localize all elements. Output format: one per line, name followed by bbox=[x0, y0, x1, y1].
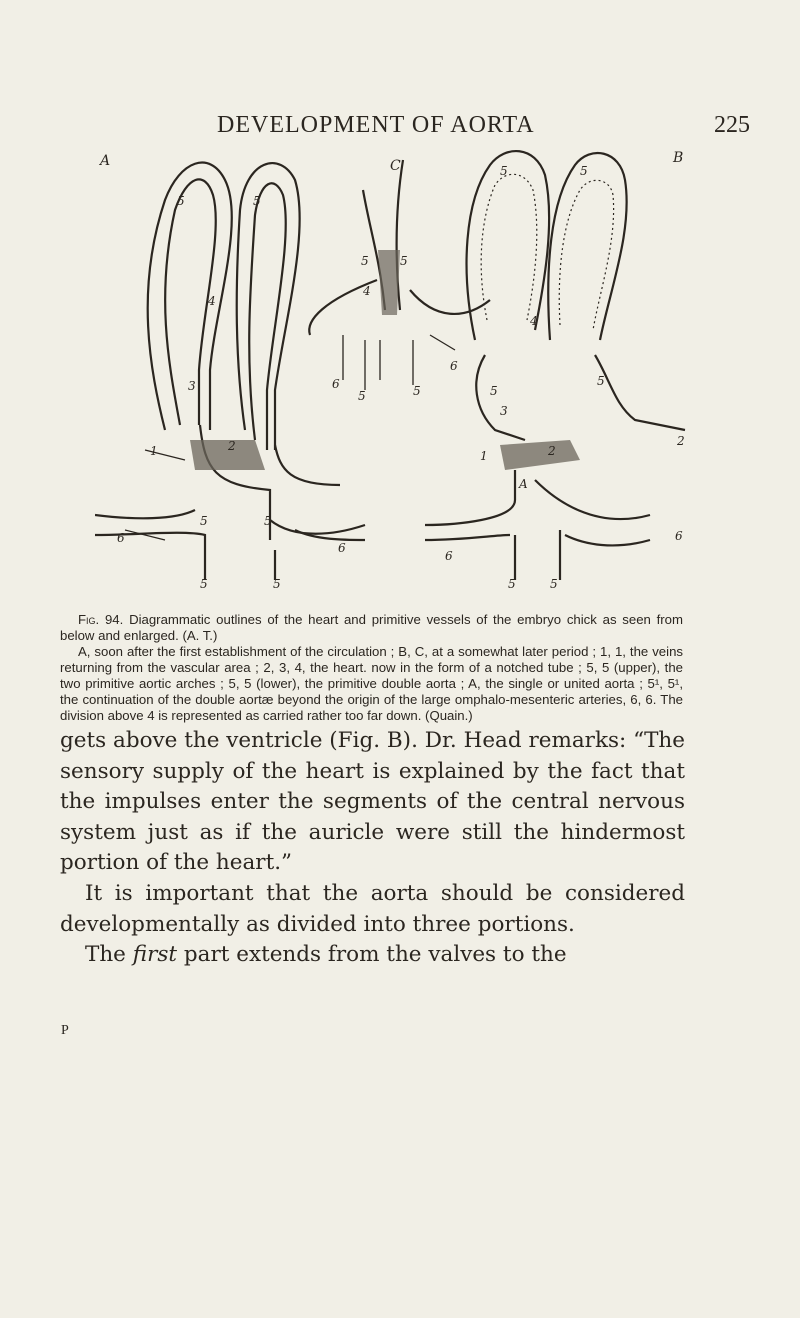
svg-text:3: 3 bbox=[500, 404, 508, 418]
panel-b bbox=[425, 150, 685, 591]
body-text bbox=[60, 726, 685, 971]
svg-text:2: 2 bbox=[548, 444, 556, 458]
page-number: 225 bbox=[714, 112, 750, 138]
svg-text:5: 5 bbox=[508, 577, 516, 591]
svg-text:5: 5 bbox=[400, 254, 408, 268]
svg-text:5: 5 bbox=[580, 164, 588, 178]
svg-text:5: 5 bbox=[490, 384, 498, 398]
svg-text:5: 5 bbox=[200, 577, 208, 591]
svg-text:A: A bbox=[100, 153, 111, 169]
svg-text:A: A bbox=[519, 477, 528, 491]
paragraph-3-emphasis: first bbox=[132, 942, 178, 968]
aorta-diagram-svg bbox=[95, 140, 705, 600]
svg-text:5: 5 bbox=[413, 384, 421, 398]
caption-legend: A, soon after the first establishment of the circulation ; B, C, at a somewhat later period ; 1, 1, the veins returning from the vascular area ; 2, 3, 4, the heart. now in the form of a notched tube ; 5, 5 (upper), the two primitive aortic arches ; 5, 5 (lower), the primitive double aorta ; A, the single or united aorta ; 5¹, 5¹, the continuation of the double aortæ beyond the origin of the large omphalo-mesenteric arteries, 6, 6. The division above 4 is represented as carried rather too far down. (Quain.) bbox=[60, 644, 683, 723]
svg-text:5: 5 bbox=[358, 389, 366, 403]
figure-caption bbox=[60, 612, 683, 724]
svg-text:5: 5 bbox=[177, 194, 185, 208]
svg-text:4: 4 bbox=[208, 294, 216, 308]
paragraph-3-start: The bbox=[85, 942, 133, 968]
paragraph-2: It is important that the aorta should be considered developmentally as divided into three portions. bbox=[60, 880, 685, 937]
svg-text:6: 6 bbox=[117, 531, 125, 545]
page-header bbox=[60, 104, 750, 144]
signature-mark: P bbox=[61, 1023, 69, 1038]
svg-text:5: 5 bbox=[361, 254, 369, 268]
paragraph-3-end: part extends from the valves to the bbox=[177, 942, 567, 968]
panel-c bbox=[309, 158, 490, 403]
svg-text:5: 5 bbox=[597, 374, 605, 388]
svg-text:4: 4 bbox=[363, 284, 371, 298]
svg-text:5: 5 bbox=[253, 194, 261, 208]
paragraph-1: gets above the ventricle (Fig. B). Dr. Head remarks: “The sensory supply of the heart is explained by the fact that the impulses enter the segments of the central nervous system just as if the auricle were still the hindermost portion of the heart.” bbox=[60, 728, 685, 876]
svg-text:4: 4 bbox=[530, 314, 538, 328]
running-title: DEVELOPMENT OF AORTA bbox=[217, 112, 535, 138]
figure-reference: Fig. 94. bbox=[78, 612, 124, 627]
svg-text:2: 2 bbox=[677, 434, 685, 448]
svg-text:2: 2 bbox=[228, 439, 236, 453]
svg-text:C: C bbox=[390, 158, 401, 174]
svg-text:6: 6 bbox=[450, 359, 458, 373]
svg-text:3: 3 bbox=[188, 379, 196, 393]
svg-text:5: 5 bbox=[264, 514, 272, 528]
caption-title: Diagrammatic outlines of the heart and primitive vessels of the embryo chick as seen from below and enlarged. (A. T.) bbox=[60, 612, 684, 643]
svg-text:5: 5 bbox=[500, 164, 508, 178]
svg-text:6: 6 bbox=[675, 529, 683, 543]
figure-94-diagram bbox=[95, 140, 705, 600]
svg-text:5: 5 bbox=[550, 577, 558, 591]
svg-text:6: 6 bbox=[332, 377, 340, 391]
svg-text:6: 6 bbox=[338, 541, 346, 555]
svg-text:B: B bbox=[673, 150, 684, 166]
svg-text:5: 5 bbox=[200, 514, 208, 528]
panel-a bbox=[95, 153, 365, 591]
svg-text:5: 5 bbox=[273, 577, 281, 591]
svg-text:1: 1 bbox=[480, 449, 488, 463]
svg-text:6: 6 bbox=[445, 549, 453, 563]
paragraph-3 bbox=[60, 940, 685, 971]
svg-text:1: 1 bbox=[150, 444, 158, 458]
